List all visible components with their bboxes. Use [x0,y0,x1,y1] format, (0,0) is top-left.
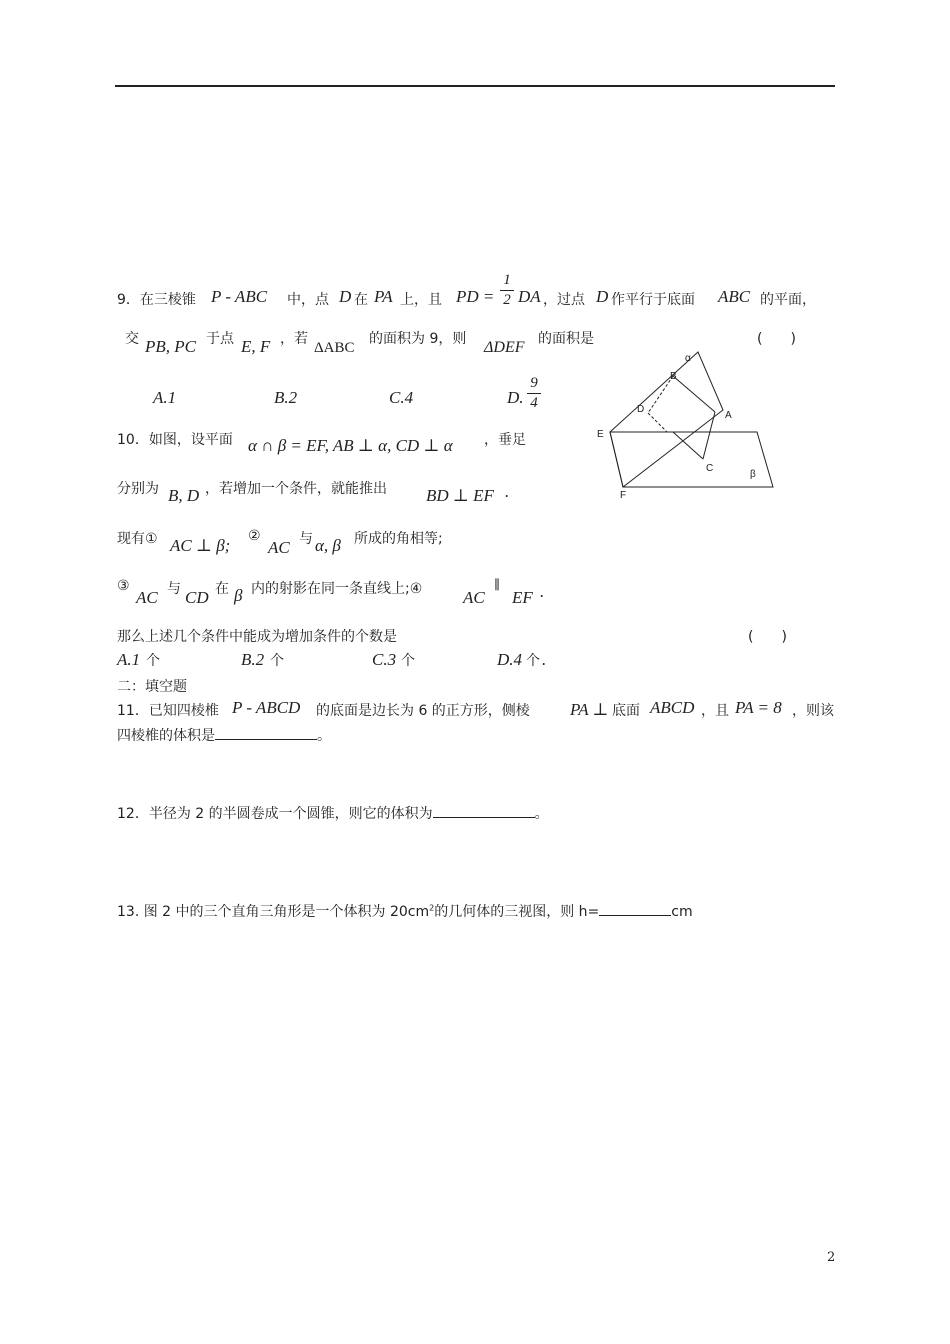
q11-pa: PA ⊥ [570,700,609,719]
q11-pabcd: P - ABCD [232,698,301,717]
q11-text-5: ，则该 [792,703,834,719]
label-beta: β [750,469,756,480]
label-f: F [620,490,627,501]
q10-option-d-unit: 个 [526,653,540,669]
q10-option-dot: . [542,650,547,669]
q9-option-d: D. [507,388,524,407]
q10-cond-1: AC ⊥ β; [170,536,231,555]
q10-expr: α ∩ β = EF, AB ⊥ α, CD ⊥ α [248,436,453,455]
q10-option-b: B.2 [241,650,265,669]
q9-pabc: P - ABC [211,287,268,306]
label-b: B [670,371,677,382]
q10-l2-mid: ，若增加一个条件，就能推出 [205,481,387,497]
q9-text-3: 在 [354,292,368,308]
q13-answer-blank[interactable] [599,901,671,916]
q10-ef: EF [512,588,533,607]
q10-cd: CD [185,588,209,607]
q9-option-d-fraction [527,375,541,412]
q9-d2: D [596,287,609,306]
q9-text-5: ，过点 [543,292,585,308]
q10-option-a: A.1 [117,650,141,669]
q9-d: D [339,287,352,306]
q9-da: DA [518,287,541,306]
q9-pbpc: PB, PC [145,337,196,356]
q11-end: 。 [317,728,331,744]
q10-suffix: ，垂足 [484,432,526,448]
q10-l5-text: 那么上述几个条件中能成为增加条件的个数是 [117,629,397,645]
q9-option-b: B.2 [274,388,298,407]
q10-alpha-beta: α, β [315,536,341,555]
q10-l4-mid: 内的射影在同一条直线上;④ [251,581,423,597]
q10-option-b-unit: 个 [270,653,284,669]
q10-l3-suffix: 所成的角相等; [354,531,443,547]
q10-answer-paren: ( ) [748,629,787,645]
question-12 [117,803,549,823]
q10-l3-prefix: 现有① [117,531,158,547]
q9-tri-abc: ΔABC [314,340,355,356]
q10-prefix: 10．如图，设平面 [117,432,233,448]
fraction-bar [527,393,541,394]
q9-text-7: 的平面， [760,292,816,308]
page-number: 2 [827,1250,836,1265]
q10-circ-2: ② [248,528,261,544]
label-alpha: α [685,353,691,364]
q9-yudian: 于点 [206,331,234,347]
label-e: E [597,429,604,440]
q9-pa: PA [374,287,393,306]
q9-pd: PD = [456,287,495,306]
header-rule [115,85,835,87]
q13-text: 13. 图 2 中的三个直角三角形是一个体积为 20cm [117,904,430,920]
q9-option-d-num: 9 [530,375,538,391]
segment-ac [703,412,715,459]
q9-fraction [500,272,514,309]
q10-l2-prefix: 分别为 [117,481,159,497]
q9-area: 的面积是 [538,331,594,347]
q10-l4-dot: . [540,582,545,601]
q9-fraction-num: 1 [503,272,511,288]
q12-answer-blank[interactable] [433,803,535,818]
q10-zai: 在 [215,581,229,597]
q11-answer-blank[interactable] [215,725,317,740]
segment-ba [673,376,715,412]
q10-ac-2: AC [136,588,158,607]
q10-parallel: ∥ [494,578,501,593]
q13-superscript: 2 [429,903,435,913]
q11-text-2: 的底面是边长为 6 的正方形，侧棱 [316,703,530,719]
q9-fraction-den: 2 [503,292,511,308]
q12-end: 。 [534,806,549,822]
q10-yu-2: 与 [167,581,181,597]
q9-text-6: 作平行于底面 [611,292,695,308]
q9-ruo: ，若 [280,331,308,347]
q10-bd: B, D [168,486,200,505]
q9-tri-def: ΔDEF [484,339,525,356]
q9-jiao: 交 [125,331,139,347]
q10-bd-ef: BD ⊥ EF [426,486,494,505]
q11-abcd: ABCD [650,698,695,717]
question-13 [117,901,693,921]
q11-prefix: 11．已知四棱椎 [117,703,219,719]
q10-option-d: D.4 [497,650,523,669]
q9-option-c: C.4 [389,388,414,407]
q9-answer-paren: ( ) [757,331,796,347]
q11-line-2 [117,725,331,745]
q10-ac: AC [268,538,290,557]
q9-abc: ABC [718,287,751,306]
q11-pa8: PA = 8 [735,698,782,717]
section-2-heading: 二：填空题 [117,679,187,695]
q10-yu: 与 [299,531,313,547]
q9-prefix: 9．在三棱锥 [117,292,196,308]
q13-text-2: 的几何体的三视图，则 h= [434,904,600,920]
q9-option-d-den: 4 [530,395,538,411]
label-a: A [725,410,732,421]
q12-text: 12．半径为 2 的半圆卷成一个圆锥，则它的体积为 [117,806,433,822]
q9-text-2: 中，点 [287,292,329,308]
label-c: C [706,463,714,474]
fraction-bar [500,290,514,291]
q10-beta: β [234,586,243,605]
q10-circ-3: ③ [117,578,130,594]
q10-option-a-unit: 个 [146,653,160,669]
q10-option-c: C.3 [372,650,397,669]
segment-dc [648,413,667,432]
label-d: D [637,404,645,415]
q9-text-4: 上，且 [400,292,442,308]
q11-line-2-text: 四棱椎的体积是 [117,728,215,744]
q9-area9: 的面积为 9，则 [369,331,467,347]
q9-ef: E, F [241,337,271,356]
q10-l2-dot: . [505,482,510,501]
q10-ac-3: AC [463,588,485,607]
q11-text-4: ，且 [701,703,729,719]
q13-unit: cm [671,904,693,920]
plane-geometry-figure [590,345,780,505]
q10-option-c-unit: 个 [401,653,415,669]
q11-text-3: 底面 [612,703,640,719]
q9-option-a: A.1 [153,388,177,407]
